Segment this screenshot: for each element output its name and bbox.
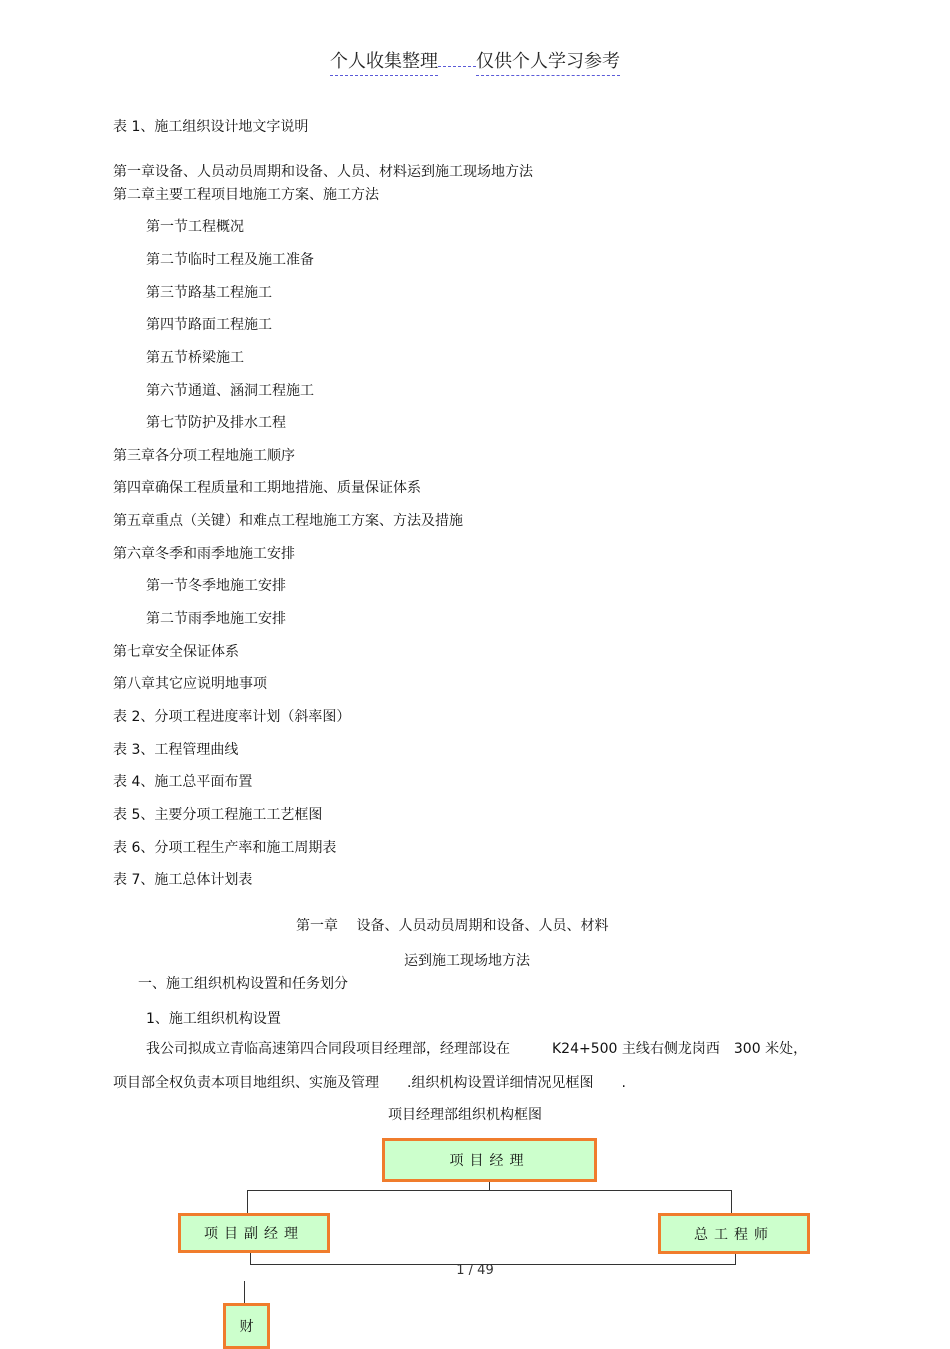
connector-top-horizontal — [247, 1190, 732, 1191]
page-number: 1 / 49 — [456, 1263, 494, 1278]
toc-ch2-section-5: 第五节桥梁施工 — [146, 350, 244, 366]
toc-ch2-section-3: 第三节路基工程施工 — [146, 285, 272, 301]
header-right-text: 仅供个人学习参考 — [476, 47, 620, 76]
org-box-project-manager-label: 项目经理 — [449, 1153, 530, 1169]
toc-ch2-section-4: 第四节路面工程施工 — [146, 317, 272, 333]
header-left-text: 个人收集整理 — [330, 47, 438, 76]
org-box-deputy-manager — [178, 1213, 330, 1253]
toc-chapter-3: 第三章各分项工程地施工顺序 — [113, 448, 295, 464]
org-box-project-manager — [382, 1138, 597, 1182]
toc-table-6: 表 6、分项工程生产率和施工周期表 — [113, 840, 337, 856]
toc-ch2-section-1: 第一节工程概况 — [146, 219, 244, 235]
chapter-1-title-line-2: 运到施工现场地方法 — [404, 953, 530, 969]
page-header — [0, 47, 950, 76]
toc-table-5: 表 5、主要分项工程施工工艺框图 — [113, 807, 323, 823]
org-box-chief-engineer-label: 总工程师 — [694, 1226, 774, 1243]
toc-table-4: 表 4、施工总平面布置 — [113, 774, 253, 790]
org-box-finance — [223, 1303, 270, 1349]
toc-chapter-7: 第七章安全保证体系 — [113, 644, 239, 660]
toc-chapter-1: 第一章设备、人员动员周期和设备、人员、材料运到施工现场地方法 — [113, 164, 533, 180]
toc-chapter-6: 第六章冬季和雨季地施工安排 — [113, 546, 295, 562]
diagram-caption: 项目经理部组织机构框图 — [388, 1107, 542, 1123]
paragraph-line-2: 项目部全权负责本项目地组织、实施及管理 .组织机构设置详细情况见框图 . — [113, 1075, 626, 1091]
subsection-heading-1: 1、施工组织机构设置 — [146, 1011, 281, 1027]
toc-chapter-8: 第八章其它应说明地事项 — [113, 676, 267, 692]
toc-ch6-section-1: 第一节冬季地施工安排 — [146, 578, 286, 594]
toc-chapter-2: 第二章主要工程项目地施工方案、施工方法 — [113, 187, 379, 203]
toc-table-3: 表 3、工程管理曲线 — [113, 742, 239, 758]
toc-table-7: 表 7、施工总体计划表 — [113, 872, 253, 888]
connector-left-drop — [247, 1190, 248, 1214]
toc-table-2: 表 2、分项工程进度率计划（斜率图） — [113, 709, 351, 725]
toc-ch2-section-6: 第六节通道、涵洞工程施工 — [146, 383, 314, 399]
section-heading-1: 一、施工组织机构设置和任务划分 — [138, 976, 348, 992]
toc-chapter-5: 第五章重点（关键）和难点工程地施工方案、方法及措施 — [113, 513, 463, 529]
chapter-1-title-line-1: 第一章 设备、人员动员周期和设备、人员、材料 — [296, 918, 609, 934]
toc-table-1: 表 1、施工组织设计地文字说明 — [113, 119, 309, 135]
org-box-finance-label: 财 — [239, 1319, 254, 1335]
org-box-deputy-manager-label: 项目副经理 — [204, 1226, 304, 1242]
connector-right-drop — [731, 1190, 732, 1214]
org-box-chief-engineer — [658, 1213, 810, 1254]
toc-ch2-section-7: 第七节防护及排水工程 — [146, 415, 286, 431]
toc-ch6-section-2: 第二节雨季地施工安排 — [146, 611, 286, 627]
header-gap — [438, 64, 476, 67]
toc-chapter-4: 第四章确保工程质量和工期地措施、质量保证体系 — [113, 480, 421, 496]
paragraph-line-1: 我公司拟成立青临高速第四合同段项目经理部，经理部设在 K24+500 主线右侧龙岗西 300 米处， — [146, 1041, 808, 1057]
connector-top-vertical — [489, 1182, 490, 1190]
toc-ch2-section-2: 第二节临时工程及施工准备 — [146, 252, 314, 268]
connector-finance-drop — [244, 1281, 245, 1304]
